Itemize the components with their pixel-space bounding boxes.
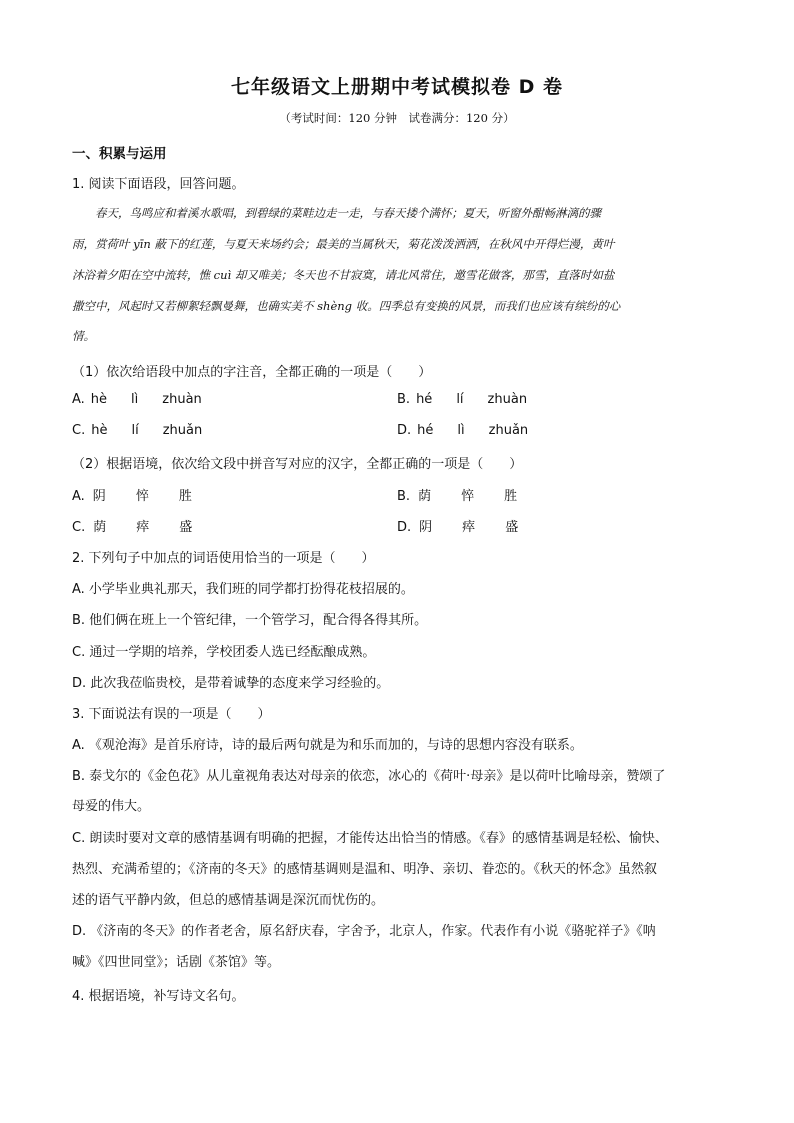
option-part: 盛 xyxy=(505,520,519,535)
option-b[interactable]: B. 他们俩在班上一个管纪律，一个管学习，配合得各得其所。 xyxy=(72,613,428,628)
question-2-stem: 2. 下列句子中加点的词语使用恰当的一项是（ ） xyxy=(72,551,375,566)
option-d[interactable]: D. 《济南的冬天》的作者老舍，原名舒庆春，字舍予，北京人，作家。代表作有小说《骆驼祥子》《呐 xyxy=(72,924,656,939)
question-1-sub-2: （2）根据语境，依次给文段中拼音写对应的汉字，全都正确的一项是（ ） xyxy=(72,457,523,472)
option-c[interactable]: C. 朗读时要对文章的感情基调有明确的把握，才能传达出恰当的情感。《春》的感情基调是轻松、愉快、 xyxy=(72,831,668,846)
option-part: lí xyxy=(131,423,139,438)
option-part: lí xyxy=(456,392,464,407)
option-part: zhuǎn xyxy=(488,423,529,438)
question-3-stem: 3. 下面说法有误的一项是（ ） xyxy=(72,707,271,722)
option-part: 荫 xyxy=(93,520,107,535)
option-a[interactable]: A. 《观沧海》是首乐府诗，诗的最后两句就是为和乐而加的，与诗的思想内容没有联系。 xyxy=(72,738,583,753)
option-part: 悴 xyxy=(135,489,149,504)
option-part: 瘁 xyxy=(136,520,150,535)
passage-line: 撒空中，风起时又若柳絮轻飘曼舞，也确实美不 shèng 收。四季总有变换的风景，而我们也应该有缤纷的心 xyxy=(72,299,621,313)
option-part: hè xyxy=(90,392,108,407)
option-b[interactable]: B. 泰戈尔的《金色花》从儿童视角表达对母亲的依恋，冰心的《荷叶·母亲》是以荷叶比喻母亲，赞颂了 xyxy=(72,769,666,784)
option-a[interactable] xyxy=(72,392,202,407)
passage-line: 春天，鸟鸣应和着溪水歌唱，到碧绿的菜畦边走一走，与春天搂个满怀；夏天，听窗外酣畅淋漓的骤 xyxy=(72,206,601,220)
option-label: C. xyxy=(72,423,86,438)
option-d[interactable] xyxy=(397,423,528,438)
section-heading: 一、积累与运用 xyxy=(72,146,167,162)
question-1-sub-1: （1）依次给语段中加点的字注音，全都正确的一项是（ ） xyxy=(72,365,432,380)
option-part: zhuàn xyxy=(162,392,202,407)
option-b[interactable] xyxy=(397,392,527,407)
option-part: 盛 xyxy=(179,520,193,535)
option-a[interactable] xyxy=(72,485,192,504)
question-4-stem: 4. 根据语境，补写诗文名句。 xyxy=(72,989,245,1004)
option-part: zhuàn xyxy=(487,392,528,407)
page-title: 七年级语文上册期中考试模拟卷 D 卷 xyxy=(230,76,563,98)
option-label: D. xyxy=(397,423,412,438)
option-label: A. xyxy=(72,392,85,407)
option-c[interactable] xyxy=(72,516,192,535)
option-d-continued: 喊》《四世同堂》；话剧《茶馆》等。 xyxy=(72,955,281,970)
option-part: 胜 xyxy=(504,489,518,504)
option-c[interactable]: C. 通过一学期的培养，学校团委人选已经酝酿成熟。 xyxy=(72,645,376,660)
option-part: 瘁 xyxy=(462,520,476,535)
option-label: B. xyxy=(397,489,411,504)
option-part: 阴 xyxy=(92,489,106,504)
option-part: hé xyxy=(416,392,433,407)
option-d[interactable]: D. 此次我莅临贵校，是带着诚挚的态度来学习经验的。 xyxy=(72,676,390,691)
option-label: C. xyxy=(72,520,86,535)
option-part: zhuǎn xyxy=(162,423,203,438)
option-part: 悴 xyxy=(461,489,475,504)
option-part: hé xyxy=(417,423,434,438)
option-part: 阴 xyxy=(419,520,433,535)
option-c-continued: 热烈、充满希望的；《济南的冬天》的感情基调则是温和、明净、亲切、眷恋的。《秋天的怀念》虽然叙 xyxy=(72,862,658,877)
option-b-continued: 母爱的伟大。 xyxy=(72,799,151,814)
option-part: 荫 xyxy=(418,489,432,504)
option-c-continued: 述的语气平静内敛，但总的感情基调是深沉而忧伤的。 xyxy=(72,893,385,908)
option-a[interactable]: A. 小学毕业典礼那天，我们班的同学都打扮得花枝招展的。 xyxy=(72,582,414,597)
question-1-stem: 1. 阅读下面语段，回答问题。 xyxy=(72,177,245,192)
option-label: B. xyxy=(397,392,411,407)
option-part: lì xyxy=(457,423,465,438)
passage-line: 雨，赏荷叶 yīn 蔽下的红莲，与夏天来场约会；最美的当属秋天，菊花泼泼洒洒，在秋风中开得烂漫，黄叶 xyxy=(72,237,615,251)
option-part: hè xyxy=(91,423,108,438)
passage-line: 情。 xyxy=(72,329,95,343)
option-part: lì xyxy=(131,392,139,407)
option-b[interactable] xyxy=(397,485,517,504)
exam-info: （考试时间：120 分钟 试卷满分：120 分） xyxy=(279,111,515,125)
option-c[interactable] xyxy=(72,423,202,438)
passage-line: 沐浴着夕阳在空中流转，憔 cuì 却又唯美；冬天也不甘寂寞，请北风常住，邀雪花做客，那雪，直落时如盐 xyxy=(72,268,615,282)
option-label: D. xyxy=(397,520,412,535)
option-d[interactable] xyxy=(397,516,518,535)
option-label: A. xyxy=(72,489,85,504)
option-part: 胜 xyxy=(178,489,192,504)
